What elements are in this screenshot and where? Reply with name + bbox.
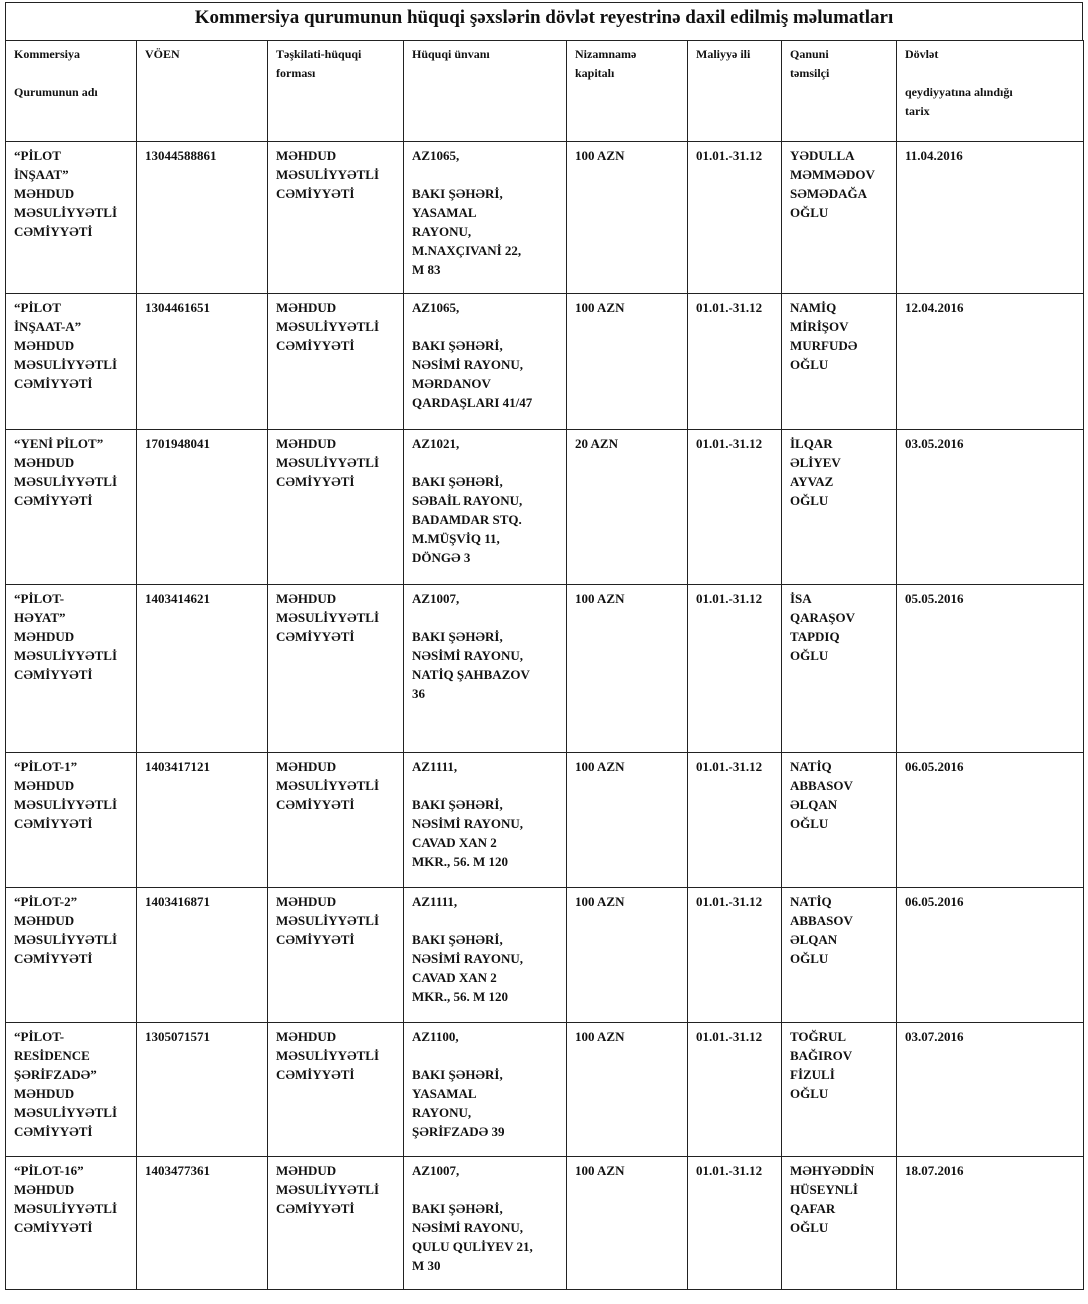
capital-cell: 100 AZN bbox=[567, 1157, 688, 1290]
column-header-name: Kommersiya Qurumunun adı bbox=[6, 41, 137, 142]
registration-date-cell: 18.07.2016 bbox=[897, 1157, 1084, 1290]
capital-cell: 100 AZN bbox=[567, 585, 688, 753]
registration-date-cell: 06.05.2016 bbox=[897, 888, 1084, 1023]
representative-cell: İSA QARAŞOV TAPDIQ OĞLU bbox=[782, 585, 897, 753]
fiscal-year-cell: 01.01.-31.12 bbox=[688, 1157, 782, 1290]
capital-cell: 100 AZN bbox=[567, 1023, 688, 1157]
voen-cell: 1403414621 bbox=[137, 585, 268, 753]
address-cell: AZ1007, BAKI ŞƏHƏRİ, NƏSİMİ RAYONU, QULU QULİYEV 21, M 30 bbox=[404, 1157, 567, 1290]
capital-cell: 100 AZN bbox=[567, 142, 688, 294]
voen-cell: 13044588861 bbox=[137, 142, 268, 294]
voen-cell: 1304461651 bbox=[137, 294, 268, 430]
voen-cell: 1403417121 bbox=[137, 753, 268, 888]
column-header-fiscal-year: Maliyyə ili bbox=[688, 41, 782, 142]
table-row bbox=[6, 430, 1084, 585]
fiscal-year-cell: 01.01.-31.12 bbox=[688, 753, 782, 888]
fiscal-year-cell: 01.01.-31.12 bbox=[688, 430, 782, 585]
fiscal-year-cell: 01.01.-31.12 bbox=[688, 888, 782, 1023]
company-name: “PİLOT- RESİDENCE ŞƏRİFZADƏ” MƏHDUD MƏSULİYYƏTLİ CƏMİYYƏTİ bbox=[6, 1023, 137, 1157]
company-name: “PİLOT-2” MƏHDUD MƏSULİYYƏTLİ CƏMİYYƏTİ bbox=[6, 888, 137, 1023]
legal-form-cell: MƏHDUD MƏSULİYYƏTLİ CƏMİYYƏTİ bbox=[268, 142, 404, 294]
representative-cell: NAMİQ MİRİŞOV MURFUDƏ OĞLU bbox=[782, 294, 897, 430]
voen-cell: 1403477361 bbox=[137, 1157, 268, 1290]
capital-cell: 20 AZN bbox=[567, 430, 688, 585]
registration-date-cell: 11.04.2016 bbox=[897, 142, 1084, 294]
registration-date-cell: 03.07.2016 bbox=[897, 1023, 1084, 1157]
legal-form-cell: MƏHDUD MƏSULİYYƏTLİ CƏMİYYƏTİ bbox=[268, 1157, 404, 1290]
table-row bbox=[6, 142, 1084, 294]
company-name: “YENİ PİLOT” MƏHDUD MƏSULİYYƏTLİ CƏMİYYƏTİ bbox=[6, 430, 137, 585]
table-row bbox=[6, 585, 1084, 753]
address-cell: AZ1021, BAKI ŞƏHƏRİ, SƏBAİL RAYONU, BADAMDAR STQ. M.MÜŞVİQ 11, DÖNGƏ 3 bbox=[404, 430, 567, 585]
voen-cell: 1403416871 bbox=[137, 888, 268, 1023]
fiscal-year-cell: 01.01.-31.12 bbox=[688, 142, 782, 294]
registry-page bbox=[5, 2, 1083, 1290]
table-row bbox=[6, 294, 1084, 430]
capital-cell: 100 AZN bbox=[567, 888, 688, 1023]
address-cell: AZ1111, BAKI ŞƏHƏRİ, NƏSİMİ RAYONU, CAVAD XAN 2 MKR., 56. M 120 bbox=[404, 753, 567, 888]
address-cell: AZ1065, BAKI ŞƏHƏRİ, YASAMAL RAYONU, M.NAXÇIVANİ 22, M 83 bbox=[404, 142, 567, 294]
column-header-form: Təşkilati-hüquqi forması bbox=[268, 41, 404, 142]
address-cell: AZ1065, BAKI ŞƏHƏRİ, NƏSİMİ RAYONU, MƏRDANOV QARDAŞLARI 41/47 bbox=[404, 294, 567, 430]
fiscal-year-cell: 01.01.-31.12 bbox=[688, 1023, 782, 1157]
company-name: “PİLOT-16” MƏHDUD MƏSULİYYƏTLİ CƏMİYYƏTİ bbox=[6, 1157, 137, 1290]
representative-cell: İLQAR ƏLİYEV AYVAZ OĞLU bbox=[782, 430, 897, 585]
table-row bbox=[6, 1023, 1084, 1157]
voen-cell: 1305071571 bbox=[137, 1023, 268, 1157]
registration-date-cell: 05.05.2016 bbox=[897, 585, 1084, 753]
document-title: Kommersiya qurumunun hüquqi şəxslərin dövlət reyestrinə daxil edilmiş məlumatları bbox=[5, 2, 1083, 40]
registration-date-cell: 12.04.2016 bbox=[897, 294, 1084, 430]
legal-form-cell: MƏHDUD MƏSULİYYƏTLİ CƏMİYYƏTİ bbox=[268, 430, 404, 585]
table-row bbox=[6, 888, 1084, 1023]
address-cell: AZ1007, BAKI ŞƏHƏRİ, NƏSİMİ RAYONU, NATİQ ŞAHBAZOV 36 bbox=[404, 585, 567, 753]
voen-cell: 1701948041 bbox=[137, 430, 268, 585]
representative-cell: YƏDULLA MƏMMƏDOV SƏMƏDAĞA OĞLU bbox=[782, 142, 897, 294]
address-cell: AZ1100, BAKI ŞƏHƏRİ, YASAMAL RAYONU, ŞƏRİFZADƏ 39 bbox=[404, 1023, 567, 1157]
representative-cell: NATİQ ABBASOV ƏLQAN OĞLU bbox=[782, 753, 897, 888]
registry-table bbox=[5, 40, 1084, 1290]
fiscal-year-cell: 01.01.-31.12 bbox=[688, 585, 782, 753]
legal-form-cell: MƏHDUD MƏSULİYYƏTLİ CƏMİYYƏTİ bbox=[268, 1023, 404, 1157]
column-header-representative: Qanuni təmsilçi bbox=[782, 41, 897, 142]
company-name: “PİLOT İNŞAAT-A” MƏHDUD MƏSULİYYƏTLİ CƏMİYYƏTİ bbox=[6, 294, 137, 430]
registration-date-cell: 03.05.2016 bbox=[897, 430, 1084, 585]
company-name: “PİLOT İNŞAAT” MƏHDUD MƏSULİYYƏTLİ CƏMİYYƏTİ bbox=[6, 142, 137, 294]
header-row bbox=[6, 41, 1084, 142]
table-row bbox=[6, 753, 1084, 888]
representative-cell: NATİQ ABBASOV ƏLQAN OĞLU bbox=[782, 888, 897, 1023]
representative-cell: MƏHYƏDDİN HÜSEYNLİ QAFAR OĞLU bbox=[782, 1157, 897, 1290]
capital-cell: 100 AZN bbox=[567, 753, 688, 888]
representative-cell: TOĞRUL BAĞIROV FİZULİ OĞLU bbox=[782, 1023, 897, 1157]
column-header-voen: VÖEN bbox=[137, 41, 268, 142]
company-name: “PİLOT-1” MƏHDUD MƏSULİYYƏTLİ CƏMİYYƏTİ bbox=[6, 753, 137, 888]
capital-cell: 100 AZN bbox=[567, 294, 688, 430]
legal-form-cell: MƏHDUD MƏSULİYYƏTLİ CƏMİYYƏTİ bbox=[268, 294, 404, 430]
registration-date-cell: 06.05.2016 bbox=[897, 753, 1084, 888]
column-header-registration-date: Dövlət qeydiyyatına alındığı tarix bbox=[897, 41, 1084, 142]
company-name: “PİLOT- HƏYAT” MƏHDUD MƏSULİYYƏTLİ CƏMİYYƏTİ bbox=[6, 585, 137, 753]
legal-form-cell: MƏHDUD MƏSULİYYƏTLİ CƏMİYYƏTİ bbox=[268, 888, 404, 1023]
legal-form-cell: MƏHDUD MƏSULİYYƏTLİ CƏMİYYƏTİ bbox=[268, 753, 404, 888]
column-header-address: Hüquqi ünvanı bbox=[404, 41, 567, 142]
column-header-capital: Nizamnamə kapitalı bbox=[567, 41, 688, 142]
legal-form-cell: MƏHDUD MƏSULİYYƏTLİ CƏMİYYƏTİ bbox=[268, 585, 404, 753]
address-cell: AZ1111, BAKI ŞƏHƏRİ, NƏSİMİ RAYONU, CAVAD XAN 2 MKR., 56. M 120 bbox=[404, 888, 567, 1023]
table-row bbox=[6, 1157, 1084, 1290]
fiscal-year-cell: 01.01.-31.12 bbox=[688, 294, 782, 430]
